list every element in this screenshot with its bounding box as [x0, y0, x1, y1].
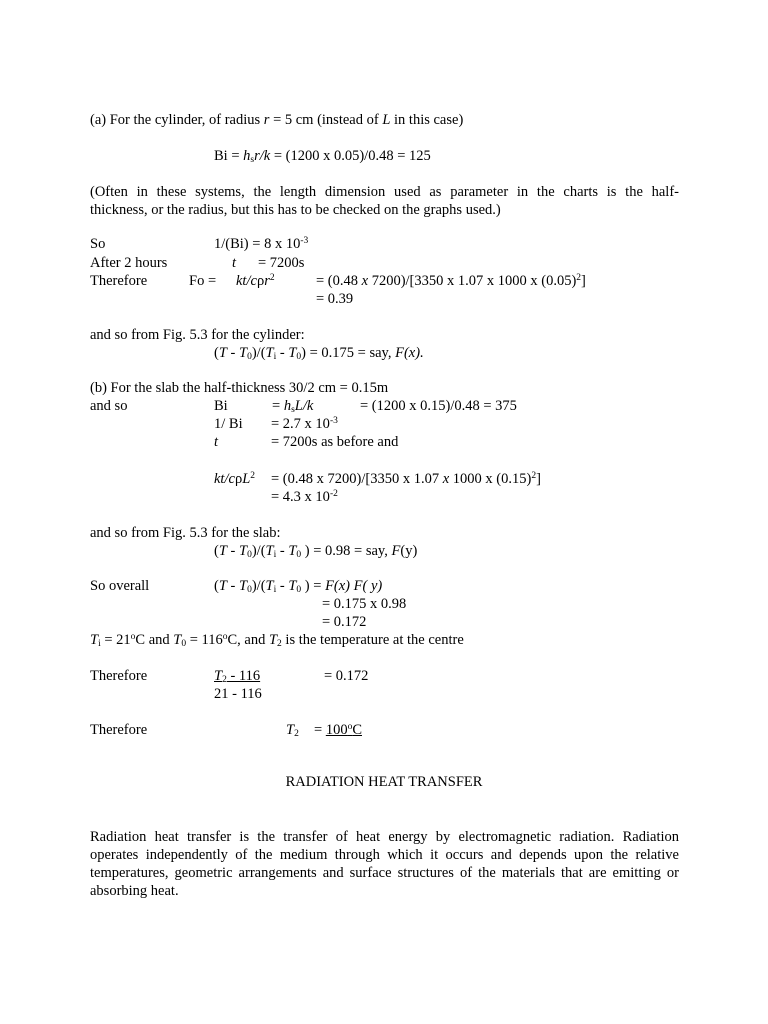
inverse-biot-cylinder: 1/(Bi) = 8 x $10^{-3}$	[214, 236, 309, 252]
overall-equation: $(T - T_0)/(T_i - T_0$ ) = F(x) F( y)	[214, 578, 383, 595]
therefore-label: Therefore	[90, 273, 148, 289]
biot-cylinder-equation: $Bi = h_sr/k = (1200$ x 0.05)/0.48 = 125	[214, 148, 431, 165]
overall-result: = 0.172	[322, 614, 367, 630]
so-overall-label: So overall	[90, 578, 150, 594]
fourier-expression: kt/cρr$^2$	[236, 273, 275, 289]
biot-slab-rhs: = (1200 x 0.15)/0.48 = 375	[360, 398, 517, 414]
part-a-heading: (a) For the cylinder, of radius r = 5 cm (instead of L in this case)	[90, 112, 464, 128]
fourier-lhs: Fo =	[189, 273, 217, 289]
final-t2-value: = 100$^o$C	[314, 722, 362, 738]
slab-fourier-result: = 4.3 x $10^{-2}$	[271, 489, 338, 505]
final-therefore-label: Therefore	[90, 722, 148, 738]
radiation-section-title: RADIATION HEAT TRANSFER	[285, 774, 483, 790]
time-value: = 7200s	[258, 255, 305, 271]
fraction-denominator: 21 - 116	[214, 686, 262, 702]
slab-fourier-expression: kt/cρL$^2$	[214, 471, 256, 487]
slab-time-value: = 7200s as before and	[271, 434, 399, 450]
slab-time-symbol: t	[214, 434, 219, 450]
after-hours-label: After 2 hours	[90, 255, 168, 271]
biot-slab-label: Bi	[214, 398, 228, 414]
inverse-biot-slab-label: 1/ Bi	[214, 416, 243, 432]
radiation-paragraph-line-3: temperatures, geometric arrangements and surface structures of the materials that are emitting or	[90, 865, 679, 881]
inverse-biot-slab-value: = 2.7 x $10^{-3}$	[271, 416, 338, 432]
part-b-heading: (b) For the slab the half-thickness 30/2 cm = 0.15m	[90, 380, 389, 396]
final-t2-symbol: $T_2$	[286, 722, 299, 739]
note-line-2: thickness, or the radius, but this has to be checked on the graphs used.)	[90, 202, 501, 218]
fraction-result: = 0.172	[324, 668, 369, 684]
fraction-numerator: $T_2 - 116$	[214, 668, 261, 685]
slab-fourier-rhs: = (0.48 x 7200)/[3350 x 1.07 x 1000 x $(0.15)^2$]	[271, 471, 541, 487]
radiation-paragraph-line-4: absorbing heat.	[90, 883, 179, 899]
radiation-paragraph-line-1: Radiation heat transfer is the transfer of heat energy by electromagnetic radiation. Radiation	[90, 829, 679, 845]
temperature-ratio-cylinder: $(T - T_0)/(T_i - T_0) = 0.175$ = say, F(x).	[214, 345, 424, 362]
fourier-rhs: = (0.48 x 7200)/[3350 x 1.07 x 1000 x $(0.05)^2$]	[316, 273, 586, 289]
temperature-ratio-slab: $(T - T_0)/(T_i - T_0$ ) = 0.98 = say, F(y)	[214, 543, 418, 560]
fig-slab-text: and so from Fig. 5.3 for the slab:	[90, 525, 281, 541]
fraction-therefore-label: Therefore	[90, 668, 148, 684]
radiation-paragraph-line-2: operates independently of the medium through which it occurs and depends upon the relative	[90, 847, 679, 863]
fig-cylinder-text: and so from Fig. 5.3 for the cylinder:	[90, 327, 305, 343]
note-line-1: (Often in these systems, the length dimension used as parameter in the charts is the half-	[90, 184, 679, 200]
so-label: So	[90, 236, 106, 252]
fourier-result: = 0.39	[316, 291, 354, 307]
time-symbol: t	[232, 255, 237, 271]
overall-product: = 0.175 x 0.98	[322, 596, 407, 612]
and-so-label: and so	[90, 398, 128, 414]
temperature-definitions: $T_i = 21^oC$ and $T_0 = 116^oC$, and $T_2$ is the temperature at the centre	[90, 632, 464, 649]
biot-slab-expression: = $h_sL/k$	[272, 398, 314, 415]
